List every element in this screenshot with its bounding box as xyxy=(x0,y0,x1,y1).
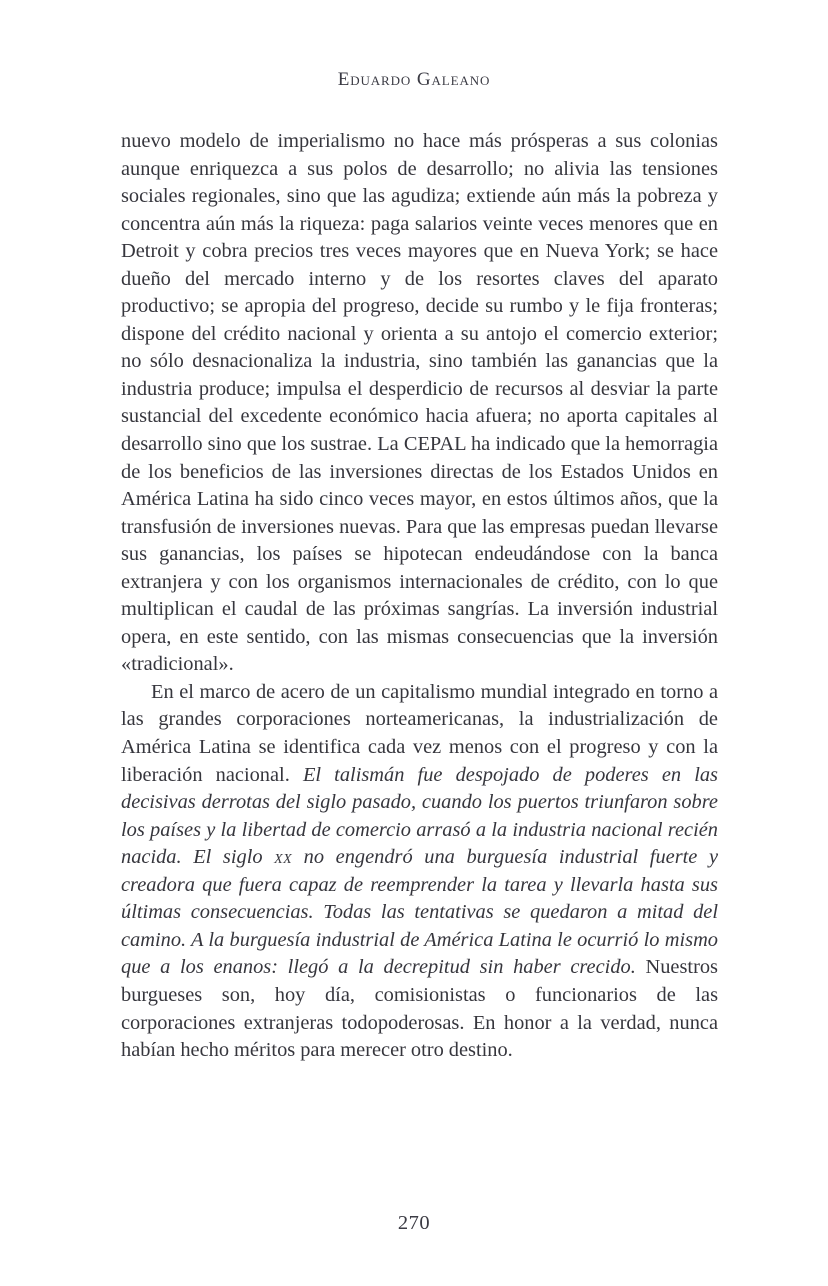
paragraph-2-segment-century-smallcaps: xx xyxy=(274,846,293,869)
paragraph-1: nuevo modelo de imperialismo no hace más prósperas a sus colonias aunque enriquezca a sus polos de desarrollo; no alivia las tensiones sociales regionales, sino que las agudiza; extiende aún más la pobreza y concentra aún más la riqueza: paga salarios veinte veces menores que en Detroit y cobra precios tres veces mayores que en Nueva York; se hace dueño del mercado interno y de los resortes claves del aparato productivo; se apropia del progreso, decide su rumbo y le fija fronteras; dispone del crédito nacional y orienta a su antojo el comercio exterior; no sólo desnacionaliza la industria, sino también las ganancias que la industria produce; impulsa el desperdicio de recursos al desviar la parte sustancial del excedente económico hacia afuera; no aporta capitales al desarrollo sino que los sustrae. La CEPAL ha indicado que la hemorragia de los beneficios de las inversiones directas de los Estados Unidos en América Latina ha sido cinco veces mayor, en estos últimos años, que la transfusión de inversiones nuevas. Para que las empresas puedan llevarse sus ganancias, los países se hipotecan endeudándose con la banca extranjera y con los organismos internacionales de crédito, con lo que multiplican el caudal de las próximas sangrías. La inversión industrial opera, en este sentido, con las mismas consecuencias que la inversión «tradicional». xyxy=(121,130,718,676)
paragraph-2-segment-italic-first: El talismán fue despojado de poderes en las decisivas derrotas del siglo pasado, cuando los puertos triunfaron sobre los países y la libertad de comercio arrasó a la industria nacional recién nacida. El siglo xyxy=(121,763,718,869)
paragraph-2-segment-italic-second: no engendró una burguesía industrial fuerte y creadora que fuera capaz de reemprender la tarea y llevarla hasta sus últimas consecuencias. Todas las tentativas se quedaron a mitad del camino. A la burguesía industrial de América Latina le ocurrió lo mismo que a los enanos: llegó a la decrepitud sin haber crecido. xyxy=(121,846,718,979)
running-head-author: Eduardo Galeano xyxy=(337,69,491,90)
paragraph-2 xyxy=(121,679,718,1065)
paragraph-2-segment-roman-opening: En el marco de acero de un capitalismo mundial integrado en torno a las grandes corporaciones norteamericanas, la industrialización de América Latina se identifica cada vez menos con el progreso y con la liberación nacional. xyxy=(121,680,718,786)
paragraph-2-segment-roman-closing: Nuestros burgueses son, hoy día, comisionistas o funcionarios de las corporaciones extranjeras todopoderosas. En honor a la verdad, nunca habían hecho méritos para merecer otro destino. xyxy=(121,956,718,1062)
page-number: 270 xyxy=(397,1211,431,1234)
body-text-block xyxy=(121,128,718,1065)
